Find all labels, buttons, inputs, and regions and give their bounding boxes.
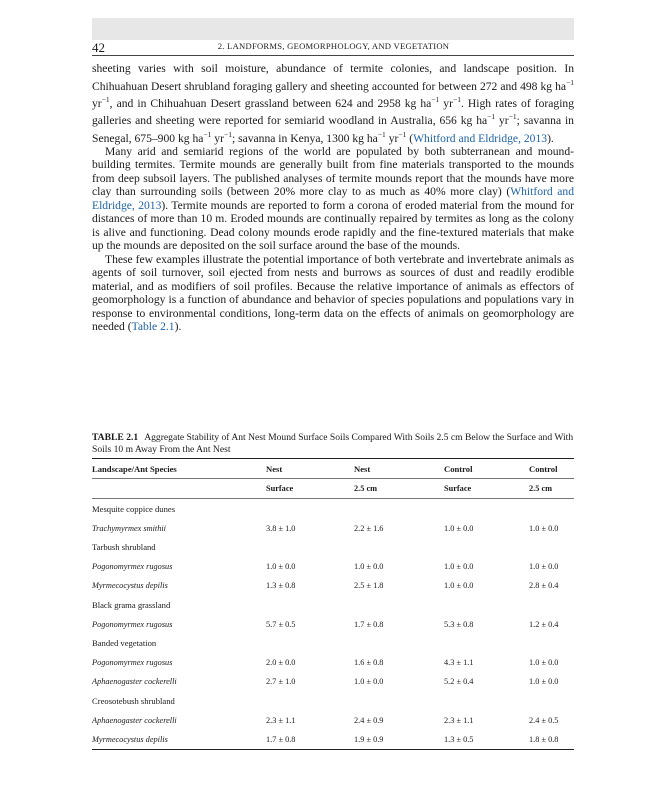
table-group-row: [92, 538, 574, 557]
column-subheader: 2.5 cm: [354, 479, 444, 499]
table-cell: 1.9 ± 0.9: [354, 730, 444, 750]
table-row: [92, 557, 574, 576]
text-run: ).: [547, 131, 554, 145]
table-header-row: [92, 459, 574, 479]
superscript: −1: [452, 94, 461, 104]
table-cell: 1.0 ± 0.0: [266, 562, 296, 572]
table-cell: 1.8 ± 0.8: [529, 730, 574, 750]
text-run: ; savanna in Kenya, 1300 kg ha: [231, 131, 378, 145]
text-run: Many arid and semiarid regions of the world are populated by both subterranean and mound-building termites. Termite mounds are generally built from fine materials transported to the mounds from deep subsoil layers. The published analyses of termite mounds report that the mounds have more clay than surrounding soils (between 20% more clay to as much as 40% more clay) (: [92, 144, 574, 199]
table-cell: 2.7 ± 1.0: [266, 677, 296, 687]
column-subheader: Surface: [444, 479, 529, 499]
running-title: 2. LANDFORMS, GEOMORPHOLOGY, AND VEGETATION: [217, 41, 450, 51]
table-cell: 2.4 ± 0.9: [354, 715, 384, 725]
table-cell: 2.3 ± 1.1: [266, 715, 296, 725]
table-row: [92, 653, 574, 672]
table-cell: 2.8 ± 0.4: [529, 581, 559, 591]
group-label: Tarbush shrubland: [92, 542, 156, 553]
table-cell: 1.3 ± 0.8: [266, 581, 296, 591]
text-run: ).: [174, 320, 182, 334]
species-name: Pogonomyrmex rugosus: [92, 562, 173, 572]
column-header: Landscape/Ant Species: [92, 459, 266, 479]
table-caption-text: Aggregate Stability of Ant Nest Mound Surface Soils Compared With Soils 2.5 cm Below the Surface and With Soils 10 m Away From the Ant Nest: [92, 432, 574, 455]
paragraph-3: [92, 253, 574, 334]
species-name: Pogonomyrmex rugosus: [92, 657, 173, 667]
paragraph-1: [92, 62, 574, 145]
table-cell: 3.8 ± 1.0: [266, 523, 296, 533]
superscript: −1: [431, 94, 440, 104]
table-row: [92, 615, 574, 634]
table-cell: 1.0 ± 0.0: [529, 523, 559, 533]
superscript: −1: [203, 129, 212, 139]
table-row: [92, 672, 574, 691]
text-run: (: [406, 131, 414, 145]
species-name: Trachymyrmex smithii: [92, 523, 166, 533]
table-group-row: [92, 499, 574, 519]
column-header: Control: [444, 459, 529, 479]
text-run: ; savanna in Senegal, 675–900 kg ha: [92, 114, 574, 145]
table-cell: 1.0 ± 0.0: [529, 657, 559, 667]
table-group-row: [92, 634, 574, 653]
group-label: Banded vegetation: [92, 638, 157, 649]
species-name: Myrmecocystus depilis: [92, 730, 266, 750]
body-text: [92, 62, 574, 334]
table-cell: 1.7 ± 0.8: [266, 730, 354, 750]
table-cell: 2.3 ± 1.1: [444, 715, 474, 725]
table-body: [92, 499, 574, 749]
column-subheader: [92, 479, 266, 499]
text-run: yr: [211, 131, 224, 145]
species-name: Pogonomyrmex rugosus: [92, 619, 173, 629]
table-cell: 1.0 ± 0.0: [529, 562, 559, 572]
table-cell: 1.0 ± 0.0: [529, 677, 559, 687]
citation-link[interactable]: Whitford and Eldridge, 2013: [92, 185, 574, 212]
table-cell: 1.0 ± 0.0: [444, 523, 474, 533]
column-header: Nest: [266, 459, 354, 479]
group-label: Mesquite coppice dunes: [92, 503, 176, 514]
species-name: Myrmecocystus depilis: [92, 581, 168, 591]
table-row: [92, 730, 574, 750]
table-cell: 2.2 ± 1.6: [354, 523, 384, 533]
column-header: Nest: [354, 459, 444, 479]
table-cell: 1.7 ± 0.8: [354, 619, 384, 629]
table-cell: 2.4 ± 0.5: [529, 715, 559, 725]
text-run: sheeting varies with soil moisture, abundance of termite colonies, and landscape position. In Chihuahuan Desert shrubland foraging gallery and sheeting accounted for between 272 and 498 kg ha: [92, 62, 574, 93]
table-cell: 2.0 ± 0.0: [266, 657, 296, 667]
column-subheader: Surface: [266, 479, 354, 499]
table-group-row: [92, 691, 574, 710]
citation-link[interactable]: Whitford and Eldridge, 2013: [413, 131, 548, 145]
table-cell: 5.2 ± 0.4: [444, 677, 474, 687]
table-row: [92, 710, 574, 729]
table-subheader-row: [92, 479, 574, 499]
text-run: , and in Chihuahuan Desert grassland between 624 and 2958 kg ha: [109, 96, 432, 110]
group-label: Creosotebush shrubland: [92, 695, 175, 706]
table-cell: 1.2 ± 0.4: [529, 619, 559, 629]
table-cell: 1.3 ± 0.5: [444, 730, 529, 750]
text-run: yr: [385, 131, 399, 145]
species-name: Aphaenogaster cockerelli: [92, 677, 177, 687]
page-number: 42: [92, 40, 105, 55]
table-cell: 1.6 ± 0.8: [354, 657, 384, 667]
table-cell: 2.5 ± 1.8: [354, 581, 384, 591]
text-run: yr: [495, 114, 509, 128]
species-name: Aphaenogaster cockerelli: [92, 715, 177, 725]
superscript: −1: [223, 129, 232, 139]
table-cell: 5.7 ± 0.5: [266, 619, 296, 629]
group-label: Black grama grassland: [92, 599, 171, 610]
table-cell: 1.0 ± 0.0: [354, 677, 384, 687]
superscript: −1: [508, 112, 517, 122]
table-cell: 5.3 ± 0.8: [444, 619, 474, 629]
table-cell: 1.0 ± 0.0: [444, 581, 474, 591]
text-run: . High rates of foraging galleries and sheeting were reported for semiarid woodland in Australia, 656 kg ha: [92, 96, 575, 128]
header-bar: [92, 18, 574, 40]
superscript: −1: [377, 129, 386, 139]
text-run: ). Termite mounds are reported to form a corona of eroded material from the mound for distances of more than 10 m. Eroded mounds are continually repaired by termites as long as the colony is alive and functioning. Dead colony mounds erode rapidly and the fine-textured materials that make up the mounds are deposited on the soil surface around the base of the mounds.: [92, 198, 574, 253]
header-rule: [92, 55, 574, 56]
text-run: yr: [92, 96, 102, 110]
superscript: −1: [566, 77, 574, 87]
superscript: −1: [398, 129, 407, 139]
table-caption: [92, 432, 574, 456]
table-row: [92, 576, 574, 595]
table-cell: 4.3 ± 1.1: [444, 657, 474, 667]
superscript: −1: [487, 112, 496, 122]
column-subheader: 2.5 cm: [529, 479, 574, 499]
text-run: yr: [439, 96, 453, 110]
column-header: Control: [529, 459, 574, 479]
citation-link[interactable]: Table 2.1: [131, 320, 175, 334]
data-table: [92, 458, 574, 750]
table-cell: 1.0 ± 0.0: [354, 562, 384, 572]
table-group-row: [92, 595, 574, 614]
table-row: [92, 519, 574, 538]
text-run: These few examples illustrate the potential importance of both vertebrate and invertebrate animals as agents of soil turnover, soil ejected from nests and burrows as sources of dust and readily erodible material, and as modifiers of soil profiles. Because the relative importance of animals as effectors of geomorphology is a function of abundance and behavior of species populations and populations vary in response to environmental conditions, long-term data on the effects of animals on geomorphology are needed (: [92, 252, 574, 334]
superscript: −1: [101, 94, 110, 104]
paragraph-2: [92, 145, 574, 253]
table-cell: 1.0 ± 0.0: [444, 562, 474, 572]
table-label: TABLE 2.1: [92, 432, 139, 443]
